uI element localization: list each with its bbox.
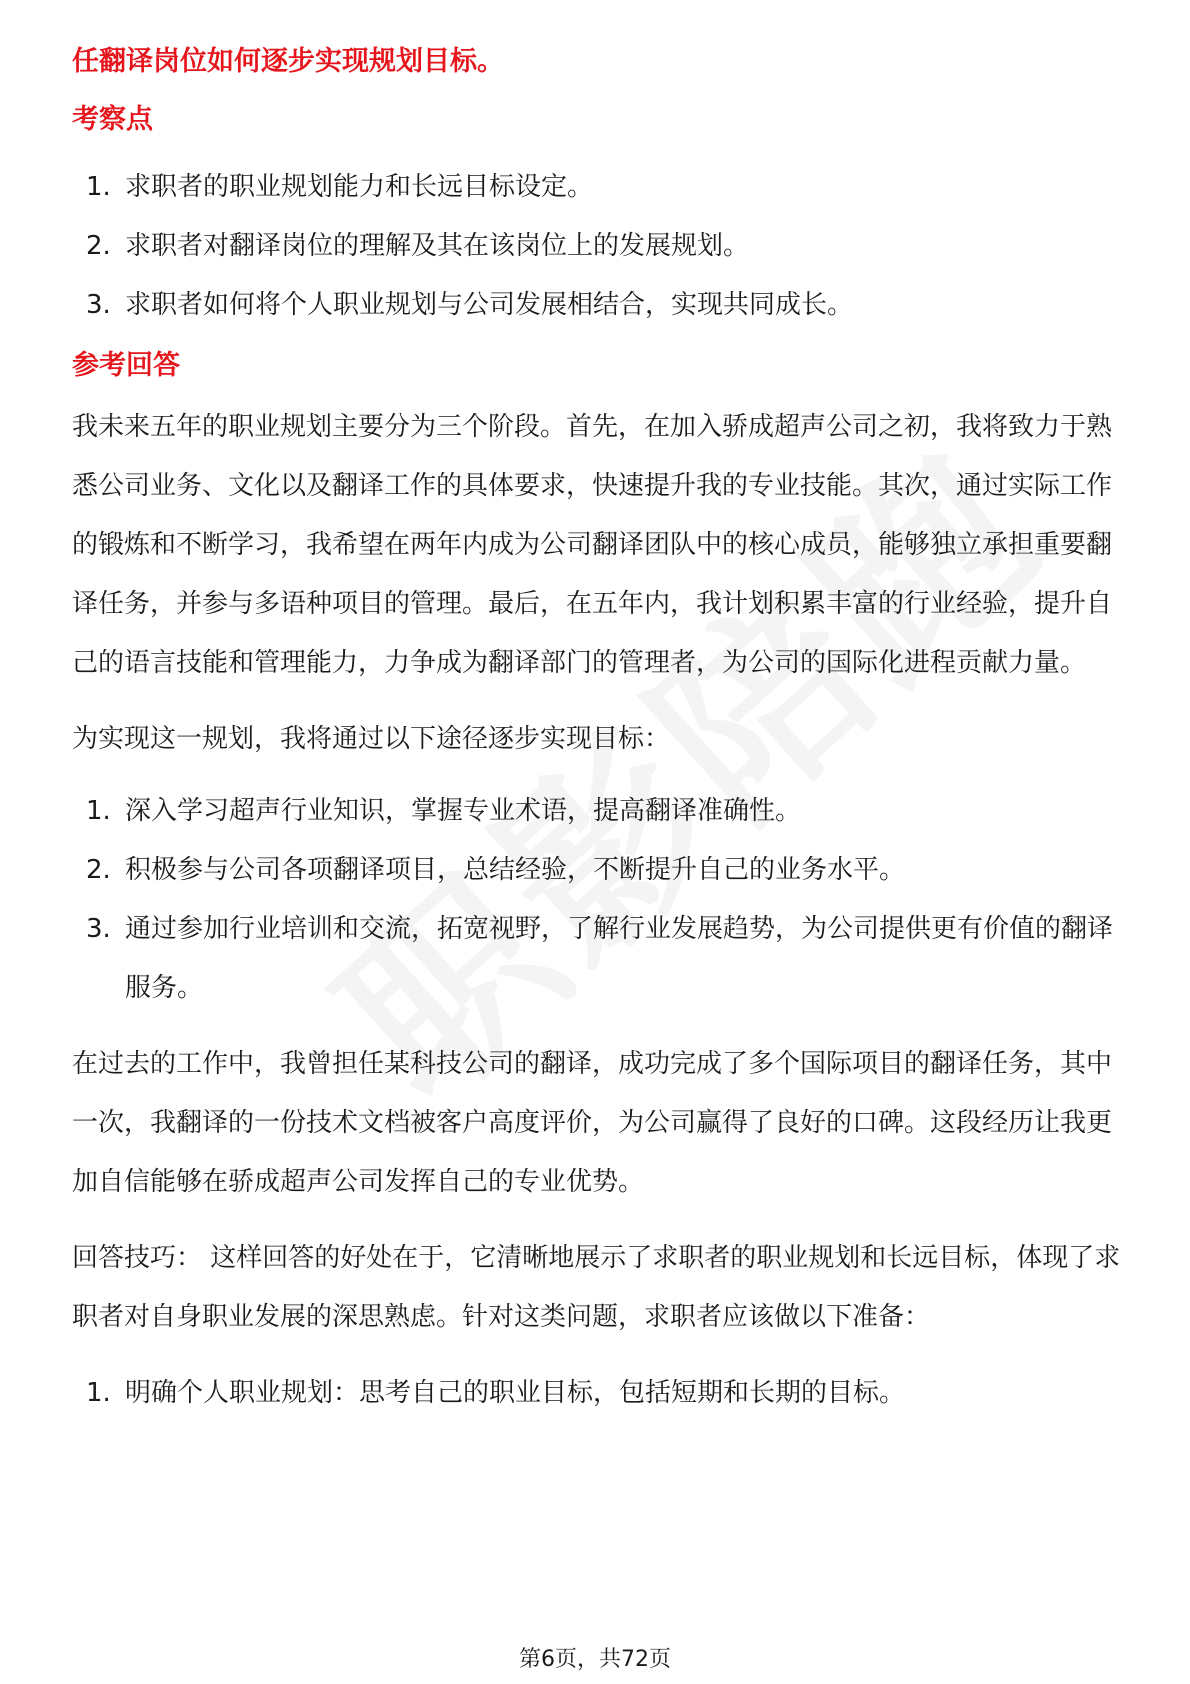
answer-paragraph-1: 我未来五年的职业规划主要分为三个阶段。首先，在加入骄成超声公司之初，我将致力于熟悉公司业务、文化以及翻译工作的具体要求，快速提升我的专业技能。其次，通过实际工作的锻炼和不断学习，我希望在两年内成为公司翻译团队中的核心成员，能够独立承担重要翻译任务，并参与多语种项目的管理。最后，在五年内，我计划积累丰富的行业经验，提升自己的语言技能和管理能力，力争成为翻译部门的管理者，为公司的国际化进程贡献力量。 bbox=[72, 412, 1113, 678]
list-number: 3. bbox=[86, 290, 111, 320]
page-number: 第6页，共72页 bbox=[519, 1647, 671, 1672]
list-number: 2. bbox=[86, 231, 111, 261]
list-number: 2. bbox=[86, 855, 111, 885]
list-item bbox=[72, 217, 1122, 276]
list-item bbox=[72, 841, 1122, 900]
list-text: 积极参与公司各项翻译项目，总结经验，不断提升自己的业务水平。 bbox=[125, 855, 906, 885]
list-item bbox=[72, 782, 1122, 841]
list-text: 求职者如何将个人职业规划与公司发展相结合，实现共同成长。 bbox=[125, 290, 854, 320]
answer-paragraph-2: 为实现这一规划，我将通过以下途径逐步实现目标： bbox=[72, 724, 671, 754]
list-item bbox=[72, 158, 1122, 217]
list-text: 深入学习超声行业知识，掌握专业术语，提高翻译准确性。 bbox=[125, 796, 802, 826]
list-text: 求职者对翻译岗位的理解及其在该岗位上的发展规划。 bbox=[125, 231, 750, 261]
list-text: 通过参加行业培训和交流，拓宽视野，了解行业发展趋势，为公司提供更有价值的翻译服务。 bbox=[125, 914, 1114, 1003]
list-number: 1. bbox=[86, 172, 111, 202]
question-title: 任翻译岗位如何逐步实现规划目标。 bbox=[72, 46, 504, 77]
examine-heading: 考察点 bbox=[72, 104, 153, 135]
list-text: 求职者的职业规划能力和长远目标设定。 bbox=[125, 172, 594, 202]
list-text: 明确个人职业规划：思考自己的职业目标，包括短期和长期的目标。 bbox=[125, 1378, 906, 1408]
list-item bbox=[72, 1364, 1122, 1423]
list-item bbox=[72, 900, 1122, 1018]
page-content bbox=[72, 44, 1122, 1423]
experience-paragraph: 在过去的工作中，我曾担任某科技公司的翻译，成功完成了多个国际项目的翻译任务，其中一次，我翻译的一份技术文档被客户高度评价，为公司赢得了良好的口碑。这段经历让我更加自信能够在骄成超声公司发挥自己的专业优势。 bbox=[72, 1049, 1113, 1197]
list-number: 3. bbox=[86, 914, 111, 944]
list-item bbox=[72, 276, 1122, 335]
answer-heading: 参考回答 bbox=[72, 350, 180, 381]
tips-paragraph: 回答技巧： 这样回答的好处在于，它清晰地展示了求职者的职业规划和长远目标，体现了求职者对自身职业发展的深思熟虑。针对这类问题，求职者应该做以下准备： bbox=[72, 1243, 1121, 1332]
list-number: 1. bbox=[86, 1378, 111, 1408]
examine-list bbox=[72, 158, 1122, 335]
list-number: 1. bbox=[86, 796, 111, 826]
prep-list bbox=[72, 1364, 1122, 1423]
steps-list bbox=[72, 782, 1122, 1018]
